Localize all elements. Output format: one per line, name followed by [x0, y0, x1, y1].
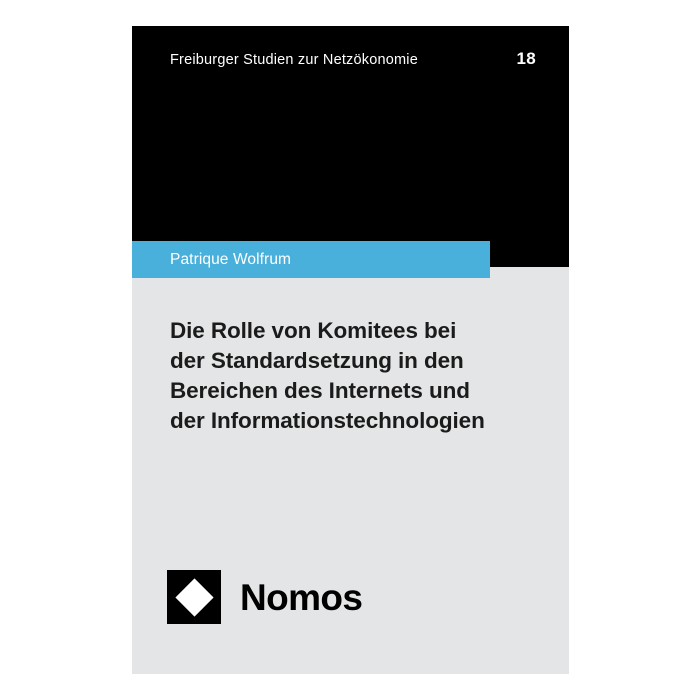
book-title-line-1: Die Rolle von Komitees bei [170, 318, 457, 343]
diamond-shape [175, 578, 213, 616]
publisher-logo [167, 568, 362, 626]
cover-top-black-band [132, 26, 569, 241]
book-title [170, 316, 540, 436]
series-number: 18 [516, 49, 536, 68]
book-title-line-2: der Standardsetzung in den [170, 348, 464, 373]
book-title-line-4: der Informationstechnologien [170, 408, 485, 433]
publisher-name: Nomos [240, 576, 363, 618]
cover-top-black-band-extension [490, 241, 569, 267]
series-title: Freiburger Studien zur Netzökonomie [170, 52, 418, 68]
nomos-diamond-icon [167, 570, 221, 624]
author-band [132, 241, 490, 278]
book-title-line-3: Bereichen des Internets und [170, 378, 470, 403]
book-cover [132, 26, 569, 674]
author-name: Patrique Wolfrum [170, 250, 292, 268]
